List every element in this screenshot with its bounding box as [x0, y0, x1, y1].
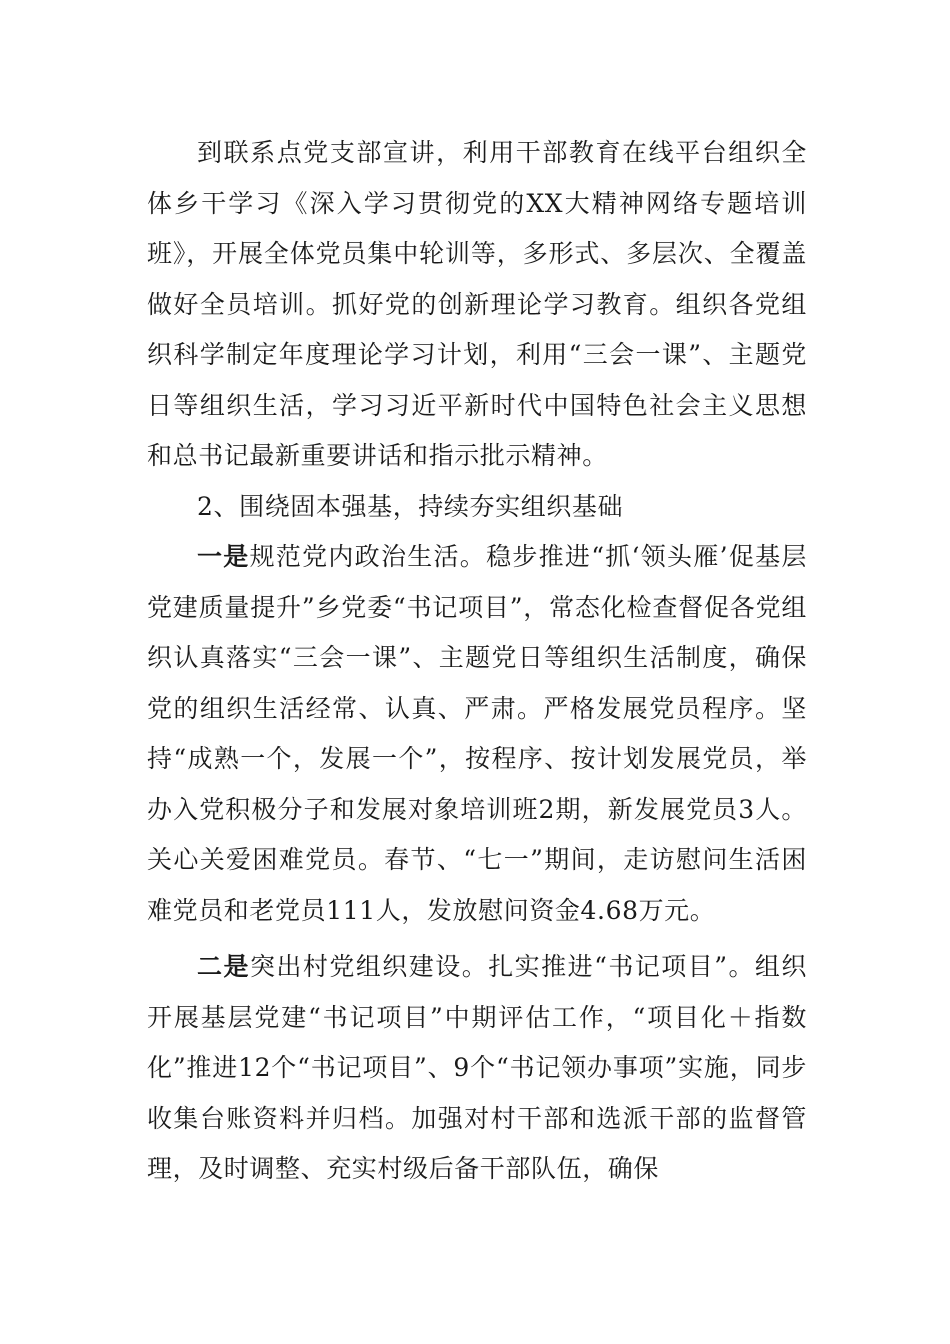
paragraph-second-point	[147, 942, 807, 1195]
first-point-lead: 一是	[197, 542, 250, 571]
first-point-body: 规范党内政治生活。稳步推进“抓‘领头雁’促基层党建质量提升”乡党委“书记项目”，常态化检查督促各党组织认真落实“三会一课”、主题党日等组织生活制度，确保党的组织生活经常、认真、严肃。严格发展党员程序。坚持“成熟一个，发展一个”，按程序、按计划发展党员，举办入党积极分子和发展对象培训班2期，新发展党员3人。关心关爱困难党员。春节、“七一”期间，走访慰问生活困难党员和老党员111人，发放慰问资金4.68万元。	[147, 542, 807, 925]
section-heading: 2、围绕固本强基，持续夯实组织基础	[197, 491, 624, 521]
second-point-lead: 二是	[197, 952, 250, 981]
second-point-body: 突出村党组织建设。扎实推进“书记项目”。组织开展基层党建“书记项目”中期评估工作，“项目化＋指数化”推进12个“书记项目”、9个“书记领办事项”实施，同步收集台账资料并归档。加强对村干部和选派干部的监督管理，及时调整、充实村级后备干部队伍，确保	[147, 952, 808, 1183]
paragraph-first-point	[147, 532, 807, 936]
paragraph-training: 到联系点党支部宣讲，利用干部教育在线平台组织全体乡干学习《深入学习贯彻党的XX大精神网络专题培训班》，开展全体党员集中轮训等，多形式、多层次、全覆盖做好全员培训。抓好党的创新理论学习教育。组织各党组织科学制定年度理论学习计划，利用“三会一课”、主题党日等组织生活，学习习近平新时代中国特色社会主义思想和总书记最新重要讲话和指示批示精神。	[147, 138, 807, 470]
document-body	[147, 128, 807, 1195]
